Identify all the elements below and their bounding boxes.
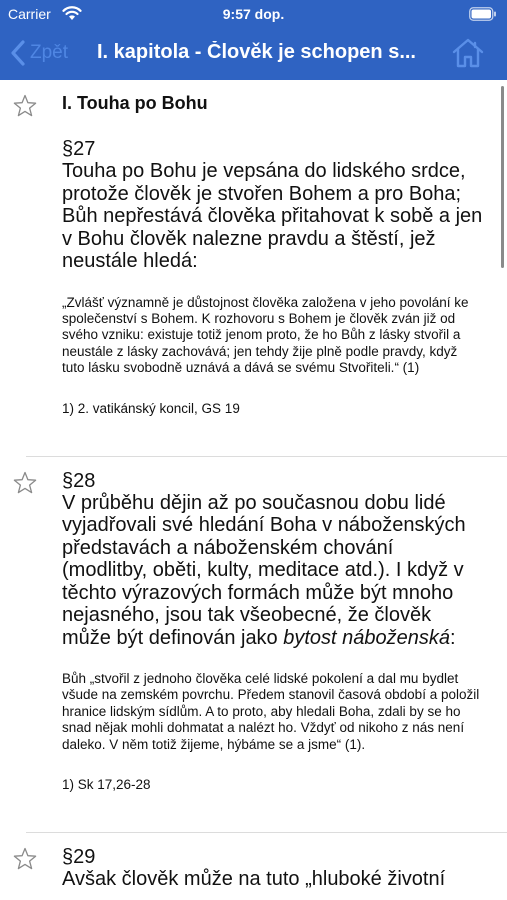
back-label: Zpět (30, 42, 69, 63)
paragraph-item (0, 80, 507, 456)
star-icon[interactable] (12, 93, 38, 119)
paragraph-quote: Bůh „stvořil z jednoho člověka celé lidské pokolení a dal mu bydlet všude na zemském povrchu. Předem stanovil časová období a položil hranice lidským sídlům. A to proto, aby hledali Boha, zdali by se ho snad nějak mohli dohmatat a nalézt ho. Vždyť od nikoho z nás není daleko. V něm totiž žijeme, hýbáme se a jsme“ (1). (62, 671, 480, 752)
page-title: I. kapitola - Člověk je schopen s... (97, 41, 416, 63)
navigation-bar (0, 28, 507, 80)
paragraph-text-start: V průběhu dějin až po současnou dobu lidé vyjadřovali své hledání Boha v náboženských představách a náboženském chování (modlitby, oběti, kulty, meditace atd.). I když v těchto výrazových formách může být mnoho nejasného, jsou tak všeobecné, že člověk může být definován jako (62, 491, 466, 649)
status-bar (0, 0, 507, 28)
carrier-label: Carrier (8, 6, 51, 22)
section-heading: I. Touha po Bohu (62, 93, 208, 113)
paragraph-number: §28 (62, 469, 96, 492)
home-button[interactable] (451, 36, 485, 70)
paragraph-item (0, 833, 507, 891)
star-icon[interactable] (12, 846, 38, 872)
paragraph-footnote: 1) 2. vatikánský koncil, GS 19 (62, 400, 240, 416)
paragraph-text (62, 492, 483, 650)
paragraph-number: §29 (62, 846, 96, 869)
paragraph-text: Avšak člověk může na tuto „hluboké životní (62, 868, 446, 891)
chevron-left-icon (10, 40, 26, 66)
home-icon (451, 36, 485, 70)
battery-icon (469, 7, 497, 24)
back-button[interactable] (10, 38, 68, 68)
status-time: 9:57 dop. (222, 6, 285, 22)
paragraph-number: §27 (62, 138, 96, 160)
paragraph-text: Touha po Bohu je vepsána do lidského srdce, protože člověk je stvořen Bohem a pro Boha; Bůh nepřestává člověka přitahovat k sobě a jen v Bohu člověk nalezne pravdu a štěstí, jež neustále hledá: (62, 160, 483, 272)
paragraph-quote: „Zvlášť významně je důstojnost člověka založena v jeho povolání ke společenství s Bohem. K rozhovoru s Bohem je člověk zván již od svého vzniku: existuje totiž jenom proto, že ho Bůh z lásky stvořil a neustále z lásky zachovává; jen tehdy žije plně podle pravdy, když tuto lásku svobodně uznává a dává se svému Stvořiteli.“ (1) (62, 294, 469, 376)
paragraph-text-emphasis: bytost náboženská (283, 626, 451, 649)
paragraph-footnote: 1) Sk 17,26-28 (62, 777, 151, 793)
paragraph-text-end: : (450, 626, 456, 649)
star-icon[interactable] (12, 470, 38, 496)
paragraph-item (0, 457, 507, 833)
paragraph-list[interactable] (0, 80, 507, 900)
